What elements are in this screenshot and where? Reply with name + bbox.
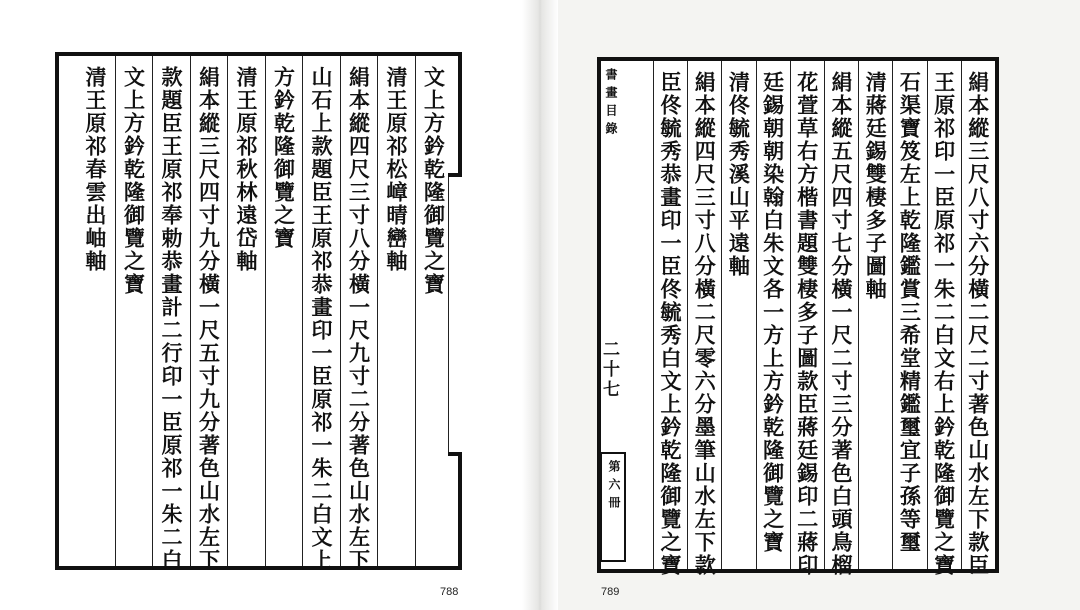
right-page-column-text: 清蔣廷錫雙棲多子圖軸: [863, 71, 889, 301]
right-page-column: [824, 61, 858, 577]
left-page-column-text: 絹本縱三尺四寸九分橫一尺五寸九分著色山水左下: [196, 66, 222, 572]
frame-edge-top: [458, 52, 462, 177]
left-page-column: [152, 56, 190, 572]
left-page-column-text: 方鈐乾隆御覽之寶: [271, 66, 297, 250]
right-page-column-text: 石渠寶笈左上乾隆鑑賞三希堂精鑑璽宜子孫等璽: [897, 71, 923, 554]
right-page-column-text: 絹本縱五尺四寸七分橫一尺二寸三分著色白頭鳥榴: [829, 71, 854, 577]
right-page-column: [858, 61, 892, 569]
right-page-column-text: 絹本縱四尺三寸八分橫二尺零六分墨筆山水左下款: [692, 71, 718, 577]
left-page-column: [190, 56, 228, 572]
left-page-column: [265, 56, 303, 566]
right-page-column-text: 清佟毓秀溪山平遠軸: [726, 71, 752, 278]
frame-fold-line: [448, 177, 449, 452]
right-page-column-text: 王原祁印一臣原祁一朱二白文右上鈐乾隆御覽之寶: [931, 71, 957, 577]
left-page-frame: [55, 52, 462, 570]
right-page-column: [927, 61, 961, 577]
right-page-column-text: 臣佟毓秀恭畫印一臣佟毓秀白文上鈐乾隆御覽之寶: [658, 71, 683, 577]
right-page-column: [721, 61, 755, 569]
margin-title: 書畫目錄: [604, 68, 618, 140]
right-page-column: [653, 61, 687, 577]
right-page-column: [790, 61, 824, 577]
left-page-column-text: 款題臣王原祁奉勅恭畫計二行印一臣原祁一朱二白: [159, 66, 184, 572]
frame-notch-bottom: [448, 452, 462, 456]
right-page-frame: [597, 57, 999, 577]
right-page-column: [961, 61, 995, 577]
right-page-column-text: 絹本縱三尺八寸六分橫二尺二寸著色山水左下款臣: [965, 71, 991, 577]
left-page-column: [115, 56, 153, 566]
left-page-column: [302, 56, 340, 572]
left-page-column: [227, 56, 265, 566]
frame-edge-bottom: [458, 452, 462, 570]
page-number-right: 789: [601, 586, 620, 598]
page-number-left: 788: [440, 586, 459, 598]
left-page-column: [415, 56, 453, 566]
right-page-column-text: 廷錫朝朝染翰白朱文各一方上方鈐乾隆御覽之寶: [760, 71, 786, 554]
folio-number: 二十七: [599, 340, 619, 400]
right-page-column: [687, 61, 721, 577]
right-page-column-text: 花萱草右方楷書題雙棲多子圖款臣蔣廷錫印二蔣印: [794, 71, 820, 577]
frame-notch-top: [448, 173, 462, 177]
volume-label: 第六冊: [607, 460, 621, 514]
left-page-column-text: 山石上款題臣王原祁恭畫印一臣原祁一朱二白文上: [309, 66, 334, 572]
left-page-column-text: 清王原祁秋林遠岱軸: [234, 66, 259, 273]
left-page-column-text: 文上方鈐乾隆御覽之寶: [121, 66, 147, 296]
left-page-column-text: 清王原祁松嶂晴巒軸: [384, 66, 409, 273]
left-page-column: [340, 56, 378, 572]
right-page-column: [892, 61, 926, 569]
left-page: [0, 0, 538, 610]
left-page-column-text: 清王原祁春雲出岫軸: [83, 66, 108, 273]
left-page-column-text: 絹本縱四尺三寸八分橫一尺九寸二分著色山水左下: [346, 66, 372, 572]
right-page-column: [756, 61, 790, 569]
left-page-column: [377, 56, 415, 566]
left-page-column-text: 文上方鈐乾隆御覽之寶: [421, 66, 447, 296]
left-page-column: [77, 56, 115, 566]
